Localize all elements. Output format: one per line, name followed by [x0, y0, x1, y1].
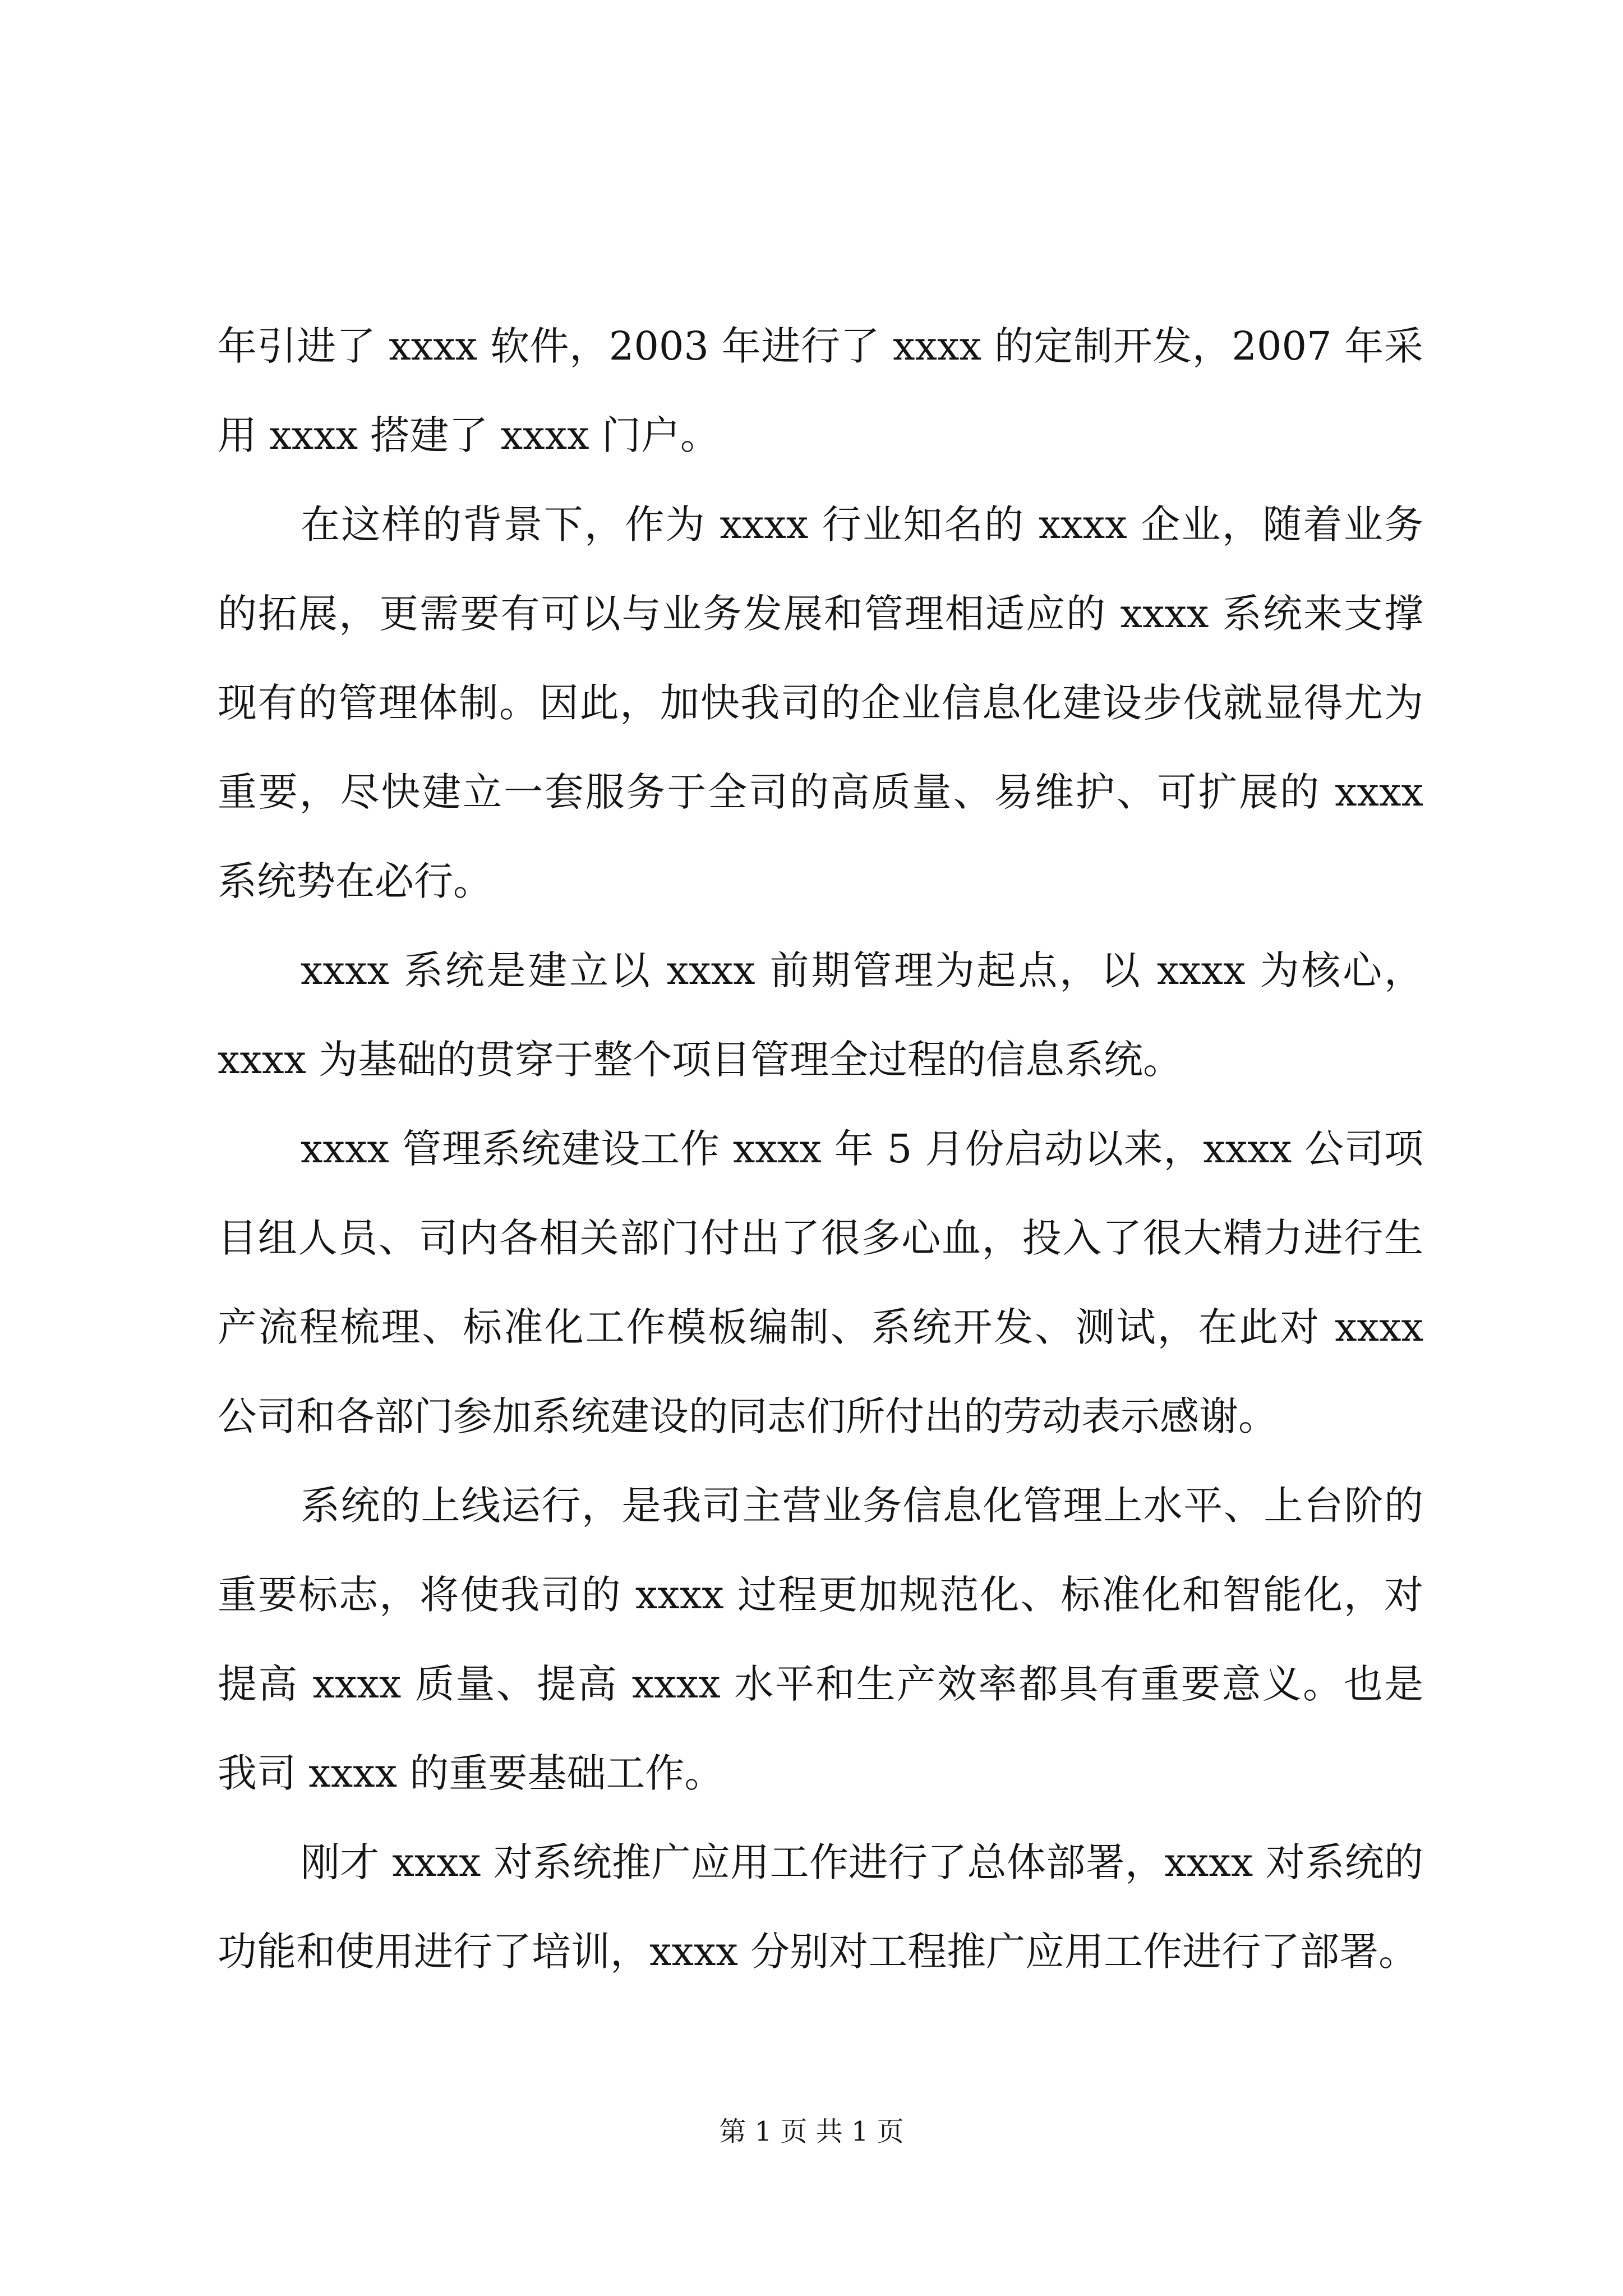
- page-number-footer: 第 1 页 共 1 页: [719, 2116, 904, 2147]
- document-body: [218, 302, 1423, 1996]
- paragraph-system-definition: xxxx 系统是建立以 xxxx 前期管理为起点，以 xxxx 为核心，xxxx 为基础的贯穿于整个项目管理全过程的信息系统。: [218, 947, 1423, 1083]
- paragraph-continuation: 年引进了 xxxx 软件，2003 年进行了 xxxx 的定制开发，2007 年采用 xxxx 搭建了 xxxx 门户。: [218, 323, 1423, 458]
- paragraph-significance: 系统的上线运行，是我司主营业务信息化管理上水平、上台阶的重要标志，将使我司的 xxxx 过程更加规范化、标准化和智能化，对提高 xxxx 质量、提高 xxxx 水平和生产效率都具有重要意义。也是我司 xxxx 的重要基础工作。: [218, 1483, 1423, 1796]
- paragraph-acknowledgement: xxxx 管理系统建设工作 xxxx 年 5 月份启动以来，xxxx 公司项目组人员、司内各相关部门付出了很多心血，投入了很大精力进行生产流程梳理、标准化工作模板编制、系统开发、测试，在此对 xxxx 公司和各部门参加系统建设的同志们所付出的劳动表示感谢。: [218, 1126, 1423, 1439]
- paragraph-background: 在这样的背景下，作为 xxxx 行业知名的 xxxx 企业，随着业务的拓展，更需要有可以与业务发展和管理相适应的 xxxx 系统来支撑现有的管理体制。因此，加快我司的企业信息化建设步伐就显得尤为重要，尽快建立一套服务于全司的高质量、易维护、可扩展的 xxxx 系统势在必行。: [218, 501, 1423, 904]
- paragraph-deployment: 刚才 xxxx 对系统推广应用工作进行了总体部署，xxxx 对系统的功能和使用进行了培训，xxxx 分别对工程推广应用工作进行了部署。: [218, 1839, 1423, 1975]
